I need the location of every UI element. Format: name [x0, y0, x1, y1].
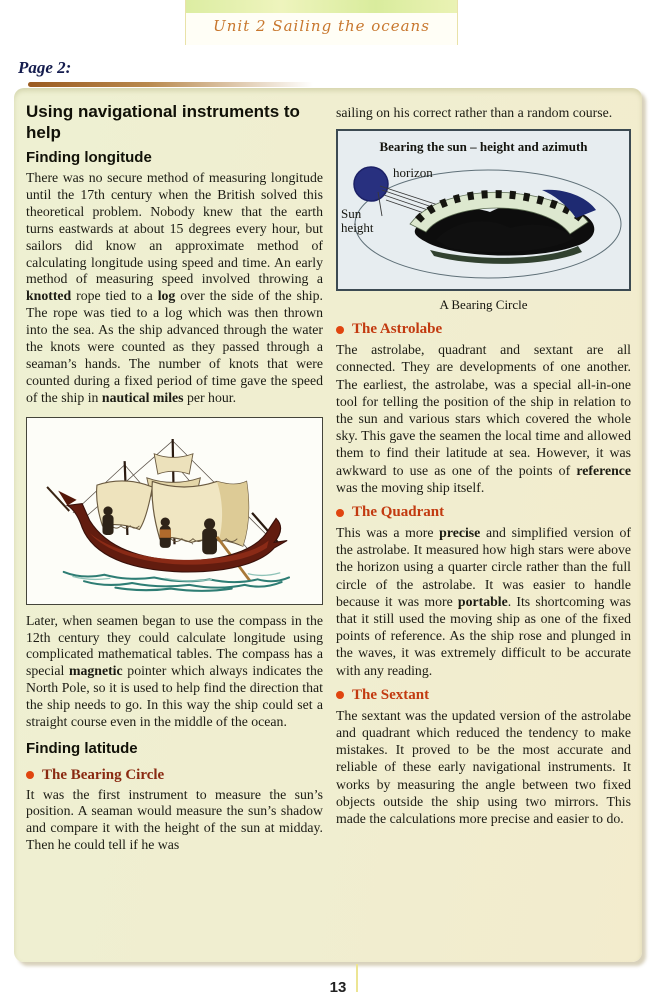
paragraph-bearing-circle: It was the first instrument to measure the sun’s position. A seaman would measure the sun’s shadow and compare it with the height of the sun at midday. Then he could tell if he was: [26, 786, 323, 853]
sun-height-label: Sun height: [341, 206, 374, 236]
subheading-finding-latitude: Finding latitude: [26, 740, 138, 757]
paragraph-compass: Later, when seamen began to use the compass in the 12th century they could calculate longitude using complicated mathematical tables. The compass has a special magnetic pointer which always indicates the North Pole, so it is used to help find the direction that the ship needs to go. In this way the ship could set a straight course even in the middle of the ocean.: [26, 612, 323, 730]
paragraph-sextant: The sextant was the updated version of the astrolabe and quadrant which reduced the tendency to make mistakes. It proved to be the most accurate and reliable of these early navigational instruments. It works by measuring the angle between two fixed objects outside the ship using two mirrors. This made the calculations more precise and easier to do.: [336, 707, 631, 827]
heading-astrolabe: [336, 321, 631, 338]
bullet-icon: [336, 509, 344, 517]
bullet-icon: [26, 771, 34, 779]
page-label: Page 2:: [18, 58, 72, 77]
ship-illustration: [26, 417, 323, 605]
page-number: 13: [329, 979, 347, 996]
bearing-diagram: [336, 129, 631, 291]
figure-caption: A Bearing Circle: [439, 297, 528, 313]
page-number-divider: [356, 964, 358, 992]
ship-drawing-icon: [36, 427, 313, 595]
heading-bearing-circle: [26, 767, 323, 784]
left-column: [26, 102, 323, 862]
paragraph-longitude: There was no secure method of measuring longitude until the 17th century when the British solved this theoretical problem. Nobody knew that the earth turns eastwards at about 15 degrees every hour, but sailors did know an approximate method of calculating longitude using speed and time. An early method of measuring speed involved throwing a knotted rope tied to a log over the side of the ship. The rope was tied to a log which was then thrown into the sea. As the ship advanced through the water the knots were counted as they passed through a seaman’s hands. The number of knots that were counted during a fixed period of time gave the speed of the ship in nautical miles per hour.: [26, 169, 323, 405]
section-title: Using navigational instruments to help: [26, 102, 300, 142]
right-column: [336, 102, 631, 835]
unit-banner: [185, 0, 458, 45]
paragraph-continuation: sailing on his correct rather than a random course.: [336, 105, 613, 120]
paragraph-quadrant: This was a more precise and simplified version of the astrolabe. It measured how high stars were above the horizon using a quarter circle rather than the full circle of the astrolabe. It was easier to handle because it was more portable. Its shortcoming was that it still used the moving ship as one of the fixed points of reference. As the ship rose and plunged in the waves, it was extremely difficult to be accurate with any reading.: [336, 525, 631, 678]
brush-stroke-decoration: [28, 82, 328, 87]
heading-sextant: [336, 687, 631, 704]
figure-title: Bearing the sun – height and azimuth: [379, 139, 588, 155]
heading-quadrant-label: The Quadrant: [352, 504, 445, 521]
heading-bearing-circle-label: The Bearing Circle: [42, 766, 165, 783]
heading-astrolabe-label: The Astrolabe: [352, 321, 443, 338]
subheading-finding-longitude: Finding longitude: [26, 149, 152, 167]
heading-quadrant: [336, 504, 631, 521]
content-box: [14, 88, 642, 962]
bullet-icon: [336, 691, 344, 699]
heading-sextant-label: The Sextant: [352, 686, 430, 703]
bullet-icon: [336, 326, 344, 334]
paragraph-astrolabe: The astrolabe, quadrant and sextant are all connected. They are developments of one another. The earliest, the astrolabe, was a special all-in-one tool for telling the position of the ship in relation to the sun and various stars which covered the whole sky. This gave the seamen the local time and allowed them to find their latitude at sea. However, it was awkward to use as one of the points of reference was the moving ship itself.: [336, 342, 631, 495]
banner-green-strip: [186, 0, 457, 13]
horizon-label: horizon: [393, 165, 433, 181]
unit-title: Unit 2 Sailing the oceans: [213, 17, 430, 35]
